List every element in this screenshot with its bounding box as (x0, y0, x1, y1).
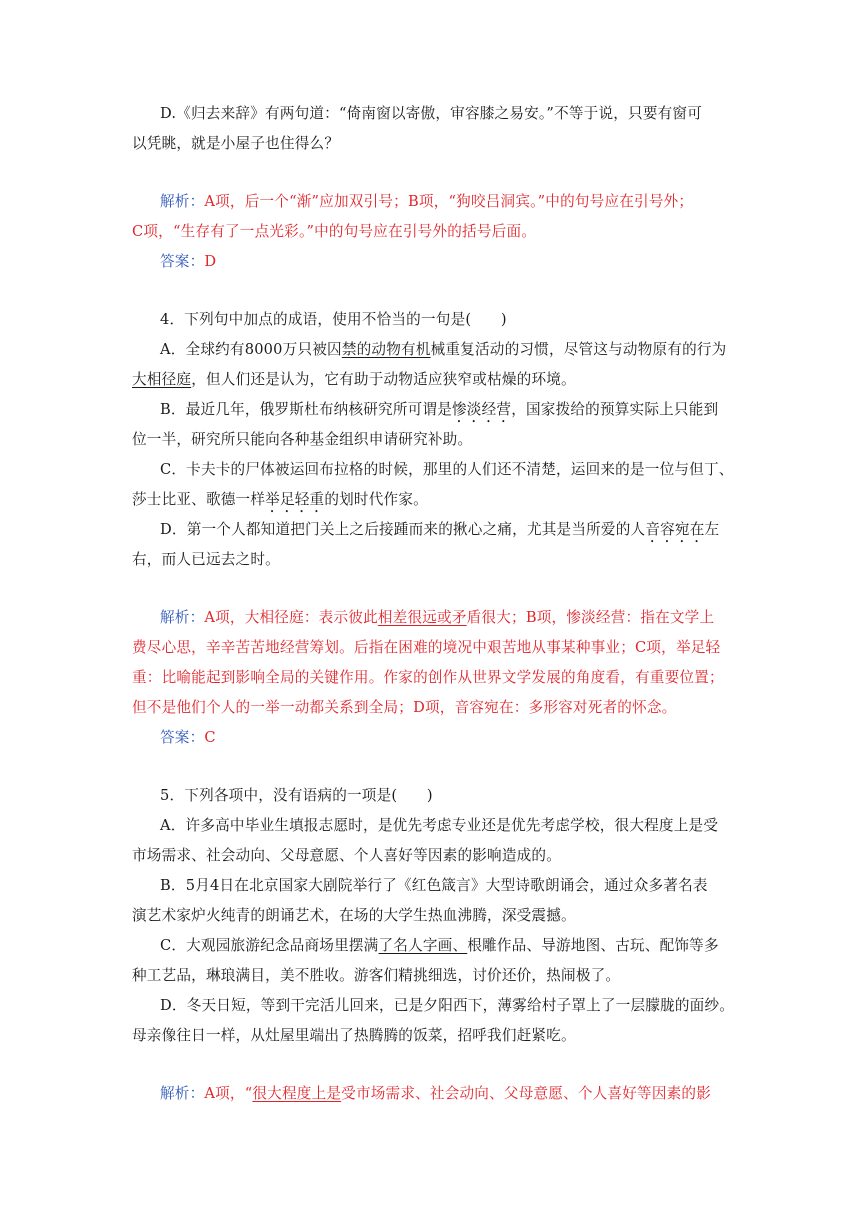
q5-stem: 5．下列各项中，没有语病的一项是( ) (160, 787, 433, 804)
answer-label: 答案： (160, 253, 205, 270)
text-span: 受市场需求、社会动向、父母意愿、个人喜好等因素的影 (341, 1085, 712, 1102)
q5-option-c-line2: 种工艺品，琳琅满目，美不胜收。游客们精挑细选，讨价还价，热闹极了。 (132, 967, 621, 984)
dotted-idiom: 音容宛在 (645, 521, 705, 538)
text-span: 盾很大；B项，惨淡经营：指在文学上 (466, 609, 715, 626)
text-span: 根雕作品、导游地图、古玩、配饰等多 (467, 937, 719, 954)
q3-option-d-line2: 以凭眺，就是小屋子也住得么？ (132, 135, 340, 152)
underlined-phrase: 了名人字画、 (378, 937, 468, 954)
q4-analysis-line1 (160, 608, 735, 628)
q5-option-b-line2: 演艺术家炉火纯青的朗诵艺术，在场的大学生热血沸腾，深受震撼。 (132, 907, 576, 924)
dotted-idiom: 惨淡经营 (452, 401, 512, 418)
text-span: B．最近几年，俄罗斯杜布纳核研究所可谓是 (160, 401, 453, 418)
q4-option-d-line1 (160, 520, 735, 546)
q4-analysis-line3: 重：比喻能起到影响全局的关键作用。作家的创作从世界文学发展的角度看，有重要位置； (132, 669, 724, 686)
analysis-label: 解析： (160, 609, 205, 626)
text-span: A项，大相径庭：表示彼此 (204, 609, 378, 626)
underlined-phrase: 很大程度上是 (252, 1085, 342, 1102)
text-span: A．全球约有8000万只被囚 (160, 341, 342, 358)
text-span: A项，“ (204, 1085, 253, 1102)
q5-option-a-line2: 市场需求、社会动向、父母意愿、个人喜好等因素的影响造成的。 (132, 847, 562, 864)
text-span: D．第一个人都知道把门关上之后接踵而来的揪心之痛，尤其是当所爱的人 (160, 521, 646, 538)
q4-stem: 4．下列句中加点的成语，使用不恰当的一句是( ) (160, 311, 507, 328)
text-span: 左 (704, 521, 720, 538)
analysis-label: 解析： (160, 193, 205, 210)
analysis-text: A项，后一个“渐”应加双引号；B项，“狗咬吕洞宾。”中的句号应在引号外； (204, 193, 694, 210)
q4-option-c-line2 (132, 490, 707, 516)
answer-value: D (204, 253, 217, 270)
q5-option-d-line1: D．冬天日短，等到干完活儿回来，已是夕阳西下，薄雾给村子罩上了一层朦胧的面纱。 (160, 997, 735, 1014)
q4-answer (160, 728, 735, 748)
text-span: 的划时代作家。 (324, 491, 428, 508)
answer-label: 答案： (160, 729, 205, 746)
text-span: ，但人们还是认为，它有助于动物适应狭窄或枯燥的环境。 (191, 371, 576, 388)
q5-option-a-line1: A．许多高中毕业生填报志愿时，是优先考虑专业还是优先考虑学校，很大程度上是受 (160, 817, 719, 834)
q4-option-d-line2: 右，而人已远去之时。 (132, 551, 280, 568)
q4-option-a-line1 (160, 340, 735, 360)
q4-option-a-line2 (132, 370, 707, 390)
underlined-phrase: 禁的动物有机 (341, 341, 431, 358)
q4-option-b-line2: 位一半，研究所只能向各种基金组织申请研究补助。 (132, 431, 473, 448)
q3-analysis-line1 (160, 192, 735, 212)
q3-analysis-line2: C项，“生存有了一点光彩。”中的句号应在引号外的括号后面。 (132, 223, 537, 240)
q4-analysis-line2: 费尽心思，辛辛苦苦地经营筹划。后指在困难的境况中艰苦地从事某种事业；C项，举足轻 (132, 639, 721, 656)
q4-option-c-line1: C．卡夫卡的尸体被运回布拉格的时候，那里的人们还不清楚，运回来的是一位与但丁、 (160, 461, 734, 478)
q4-analysis-line4: 但不是他们个人的一举一动都关系到全局；D项，音容宛在：多形容对死者的怀念。 (132, 699, 677, 716)
answer-value: C (204, 729, 216, 746)
q5-option-c-line1 (160, 936, 735, 956)
underlined-phrase: 相差很远或矛 (377, 609, 467, 626)
q3-answer (160, 252, 735, 272)
text-span: 莎士比亚、歌德一样 (132, 491, 266, 508)
text-span: C．大观园旅游纪念品商场里摆满 (160, 937, 379, 954)
analysis-label: 解析： (160, 1085, 205, 1102)
text-span: 械重复活动的习惯，尽管这与动物原有的行为 (430, 341, 727, 358)
dotted-idiom: 举足轻重 (265, 491, 325, 508)
q3-option-d-line1: D.《归去来辞》有两句道：“倚南窗以寄傲，审容膝之易安。”不等于说，只要有窗可 (160, 105, 703, 122)
q4-option-b-line1 (160, 400, 735, 426)
q5-option-b-line1: B．5月4日在北京国家大剧院举行了《红色箴言》大型诗歌朗诵会，通过众多著名表 (160, 877, 708, 894)
q5-option-d-line2: 母亲像往日一样，从灶屋里端出了热腾腾的饭菜，招呼我们赶紧吃。 (132, 1027, 576, 1044)
text-span: ，国家拨给的预算实际上只能到 (511, 401, 719, 418)
q5-analysis-line1 (160, 1084, 735, 1104)
underlined-idiom: 大相径庭 (132, 371, 192, 388)
